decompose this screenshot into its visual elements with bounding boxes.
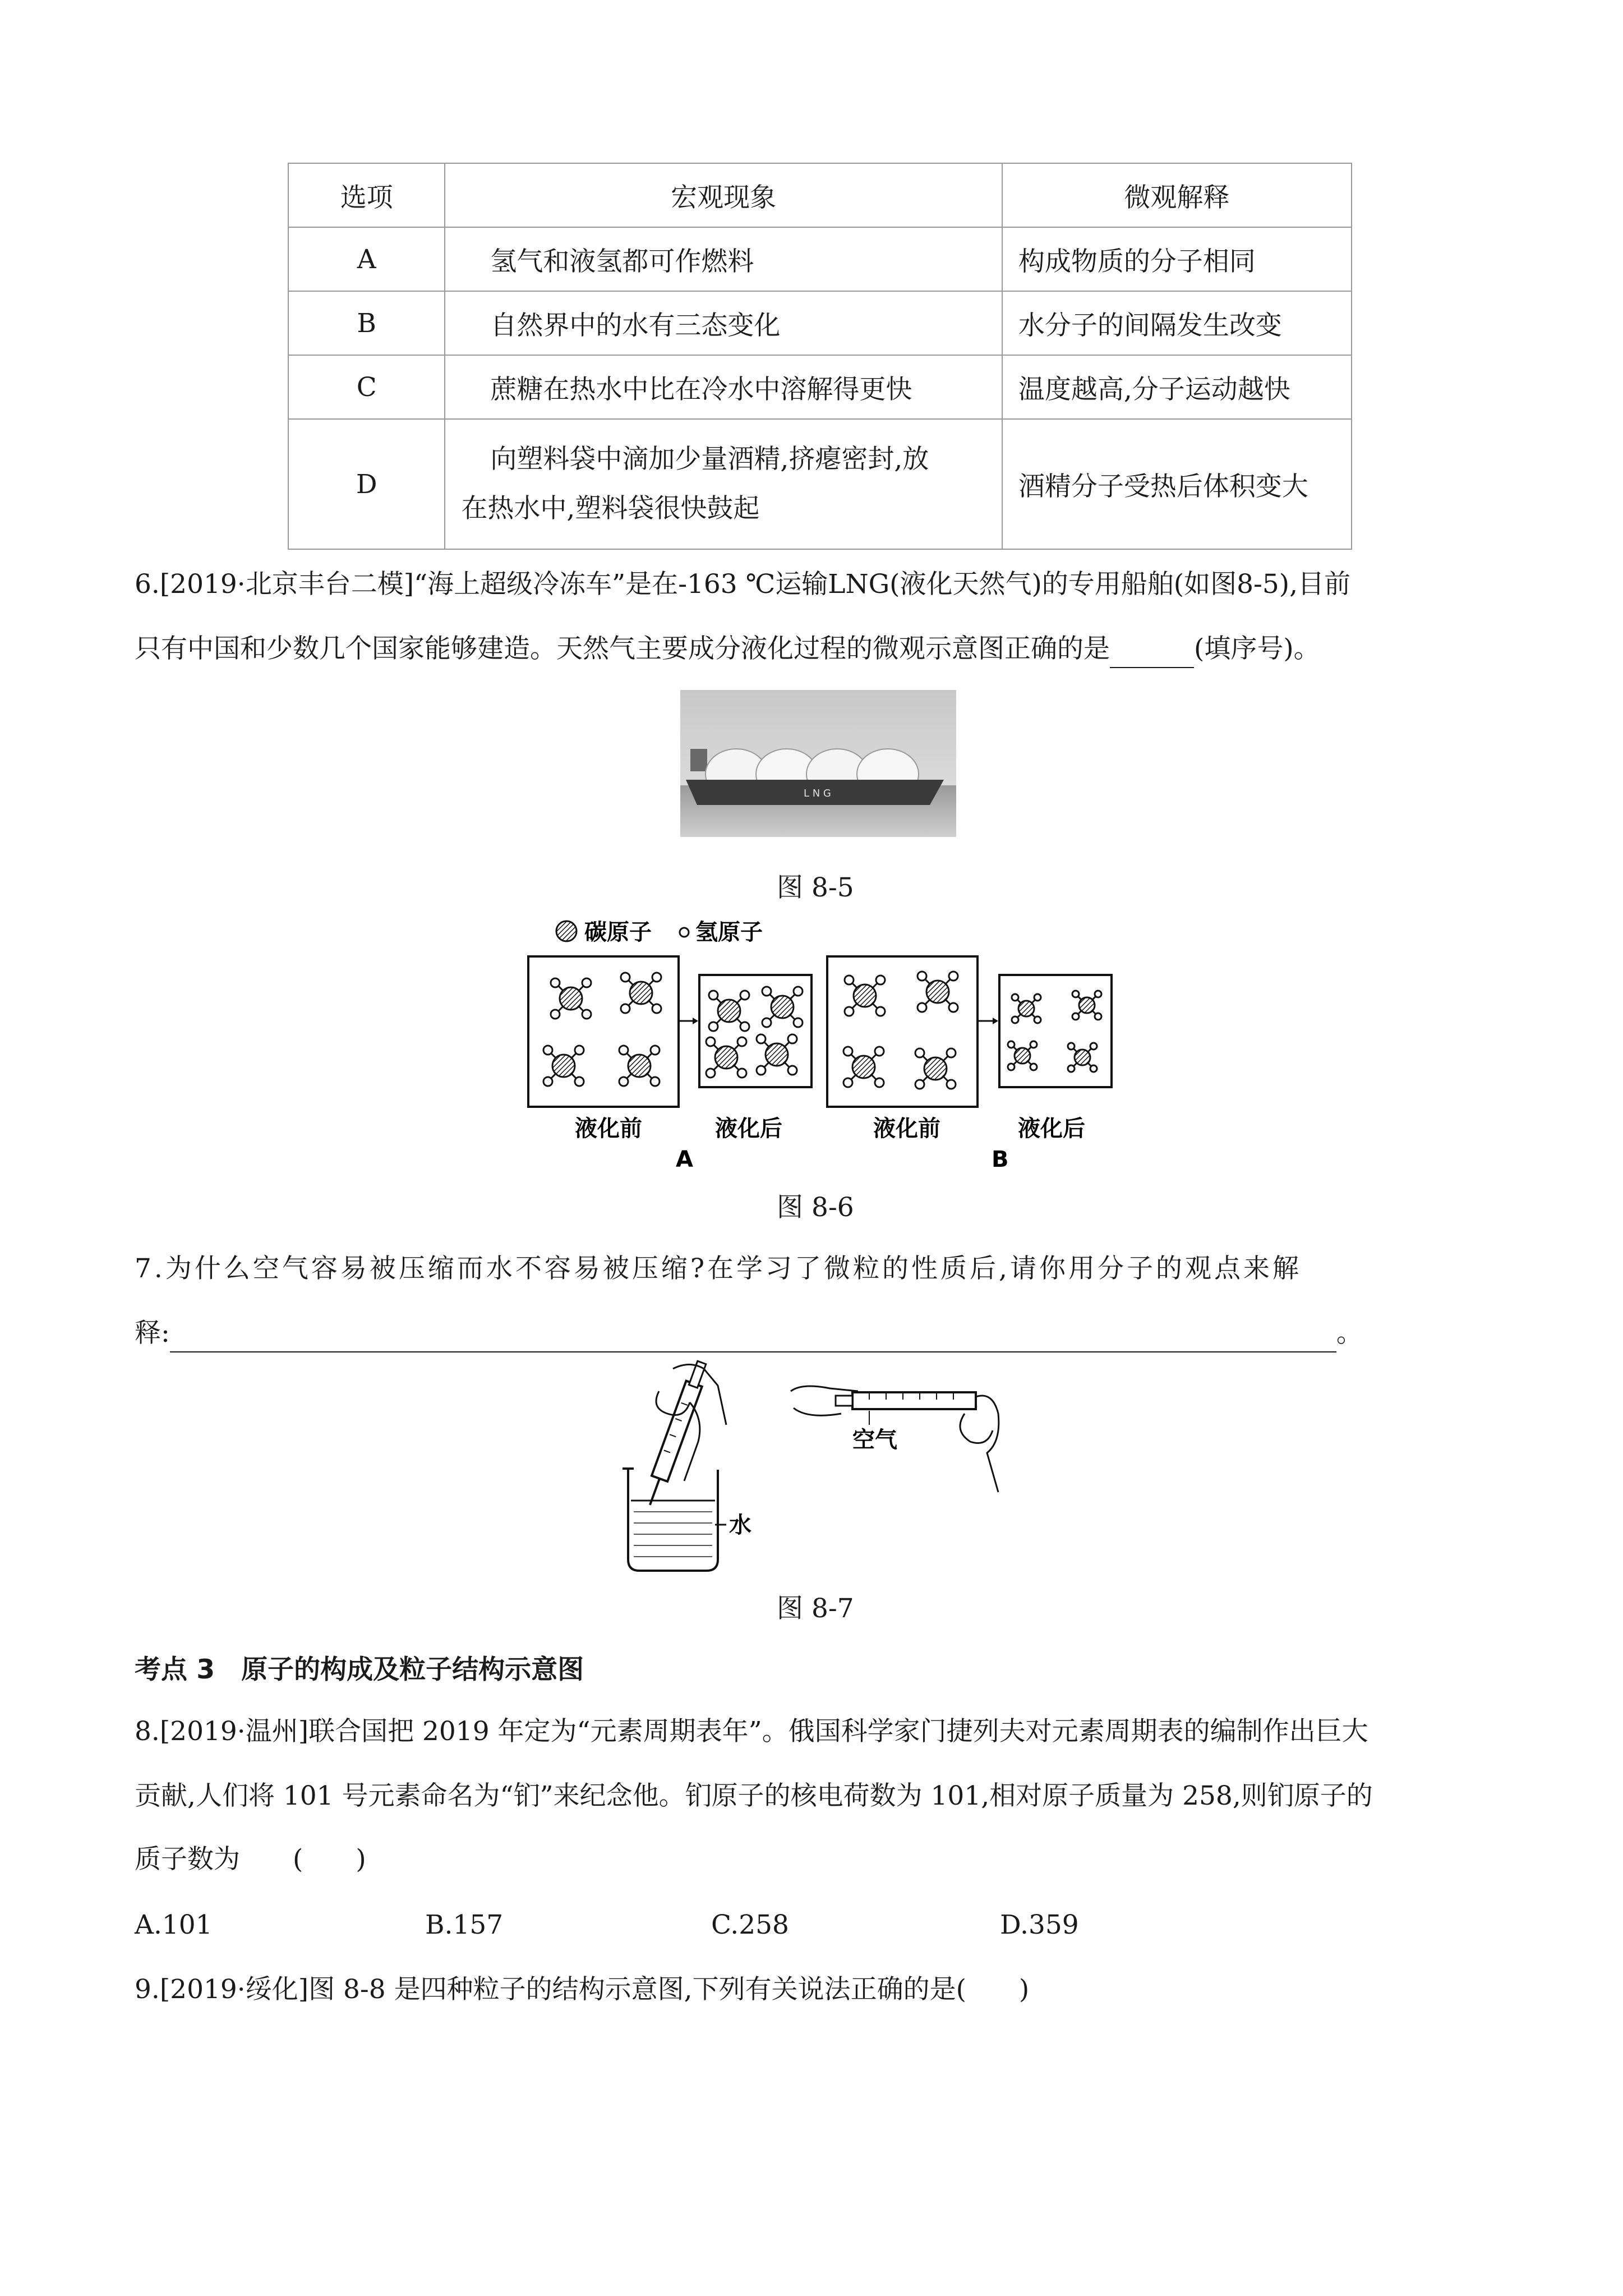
label-b-before: 液化前: [873, 1116, 940, 1142]
row-phenomenon: 自然界中的水有三态变化: [445, 291, 1002, 355]
carbon-atom-legend-icon: [556, 921, 577, 941]
q6-line2: [135, 631, 1320, 668]
ship-lng-text: L N G: [804, 788, 831, 799]
fig-8-7-caption: 图 8-7: [777, 1593, 854, 1624]
header-explanation: 微观解释: [1002, 163, 1352, 227]
row-option: A: [288, 227, 445, 291]
label-option-a: A: [676, 1147, 693, 1172]
legend-carbon-label: 碳原子: [584, 919, 652, 945]
q7-line2: [135, 1315, 1363, 1352]
hydrogen-atom-legend-icon: [680, 928, 689, 937]
row-phenomenon-line1: 向塑料袋中滴加少量酒精,挤瘪密封,放: [490, 444, 929, 475]
q8-line1: 8.[2019·温州]联合国把 2019 年定为“元素周期表年”。俄国科学家门捷列夫对元素周期表的编制作出巨大: [135, 1716, 1368, 1747]
q8-option-d[interactable]: D.359: [1000, 1910, 1079, 1940]
row-option: C: [288, 355, 445, 419]
fig-8-5-caption: 图 8-5: [777, 872, 854, 903]
q8-option-c[interactable]: C.258: [711, 1910, 789, 1940]
label-a-before: 液化前: [575, 1116, 642, 1142]
q7-line2-text: 释:: [135, 1318, 170, 1349]
table-header-row: [288, 163, 1352, 227]
row-phenomenon-line2: 在热水中,塑料袋很快鼓起: [461, 493, 760, 524]
label-air: 空气: [852, 1427, 897, 1453]
header-option: 选项: [288, 163, 445, 227]
beaker-with-syringe: [623, 1360, 751, 1571]
fig-8-7-illustration: [606, 1358, 1032, 1582]
q8-option-a[interactable]: A.101: [135, 1910, 213, 1940]
row-explanation: 构成物质的分子相同: [1002, 227, 1352, 291]
label-water: 水: [729, 1512, 751, 1538]
label-b-after: 液化后: [1018, 1116, 1085, 1142]
q8-line2: 贡献,人们将 101 号元素命名为“钔”来纪念他。钔原子的核电荷数为 101,相对原子质量为 258,则钔原子的: [135, 1780, 1373, 1811]
label-option-b: B: [992, 1147, 1009, 1172]
fig-8-6-caption: 图 8-6: [777, 1192, 854, 1223]
q6-line1: 6.[2019·北京丰台二模]“海上超级冷冻车”是在-163 ℃运输LNG(液化天然气)的专用船舶(如图8-5),目前: [135, 569, 1351, 600]
q6-answer-blank[interactable]: [1110, 631, 1194, 668]
label-a-after: 液化后: [715, 1116, 782, 1142]
table-row: [288, 355, 1352, 419]
q8-line3: 质子数为 ( ): [135, 1844, 366, 1875]
question-5-table: [288, 163, 1352, 550]
header-phenomenon: 宏观现象: [445, 163, 1002, 227]
section-3-heading: 考点 3 原子的构成及粒子结构示意图: [135, 1654, 584, 1685]
row-phenomenon: 氢气和液氢都可作燃料: [445, 227, 1002, 291]
row-explanation: 水分子的间隔发生改变: [1002, 291, 1352, 355]
fig-8-6-diagram: [522, 909, 1127, 1172]
q7-line1: 7.为什么空气容易被压缩而水不容易被压缩?在学习了微粒的性质后,请你用分子的观点来解: [135, 1253, 1302, 1284]
lng-ship-photo: [680, 690, 956, 837]
row-phenomenon-multiline: [445, 419, 1002, 549]
row-option: B: [288, 291, 445, 355]
legend-hydrogen-label: 氢原子: [695, 919, 763, 945]
q7-answer-blank[interactable]: [170, 1315, 1336, 1352]
q7-line2-suffix: 。: [1336, 1318, 1363, 1349]
syringe-with-air: [791, 1386, 999, 1492]
q8-option-b[interactable]: B.157: [425, 1910, 504, 1940]
q9-line1: 9.[2019·绥化]图 8-8 是四种粒子的结构示意图,下列有关说法正确的是( ): [135, 1974, 1030, 2005]
q6-line2-text: 只有中国和少数几个国家能够建造。天然气主要成分液化过程的微观示意图正确的是: [135, 633, 1110, 664]
table-row: [288, 291, 1352, 355]
row-option: D: [288, 419, 445, 549]
row-explanation: 酒精分子受热后体积变大: [1002, 419, 1352, 549]
row-phenomenon: 蔗糖在热水中比在冷水中溶解得更快: [445, 355, 1002, 419]
table-row: [288, 227, 1352, 291]
row-explanation: 温度越高,分子运动越快: [1002, 355, 1352, 419]
table-row: [288, 419, 1352, 549]
q6-line2-suffix: (填序号)。: [1194, 633, 1320, 664]
